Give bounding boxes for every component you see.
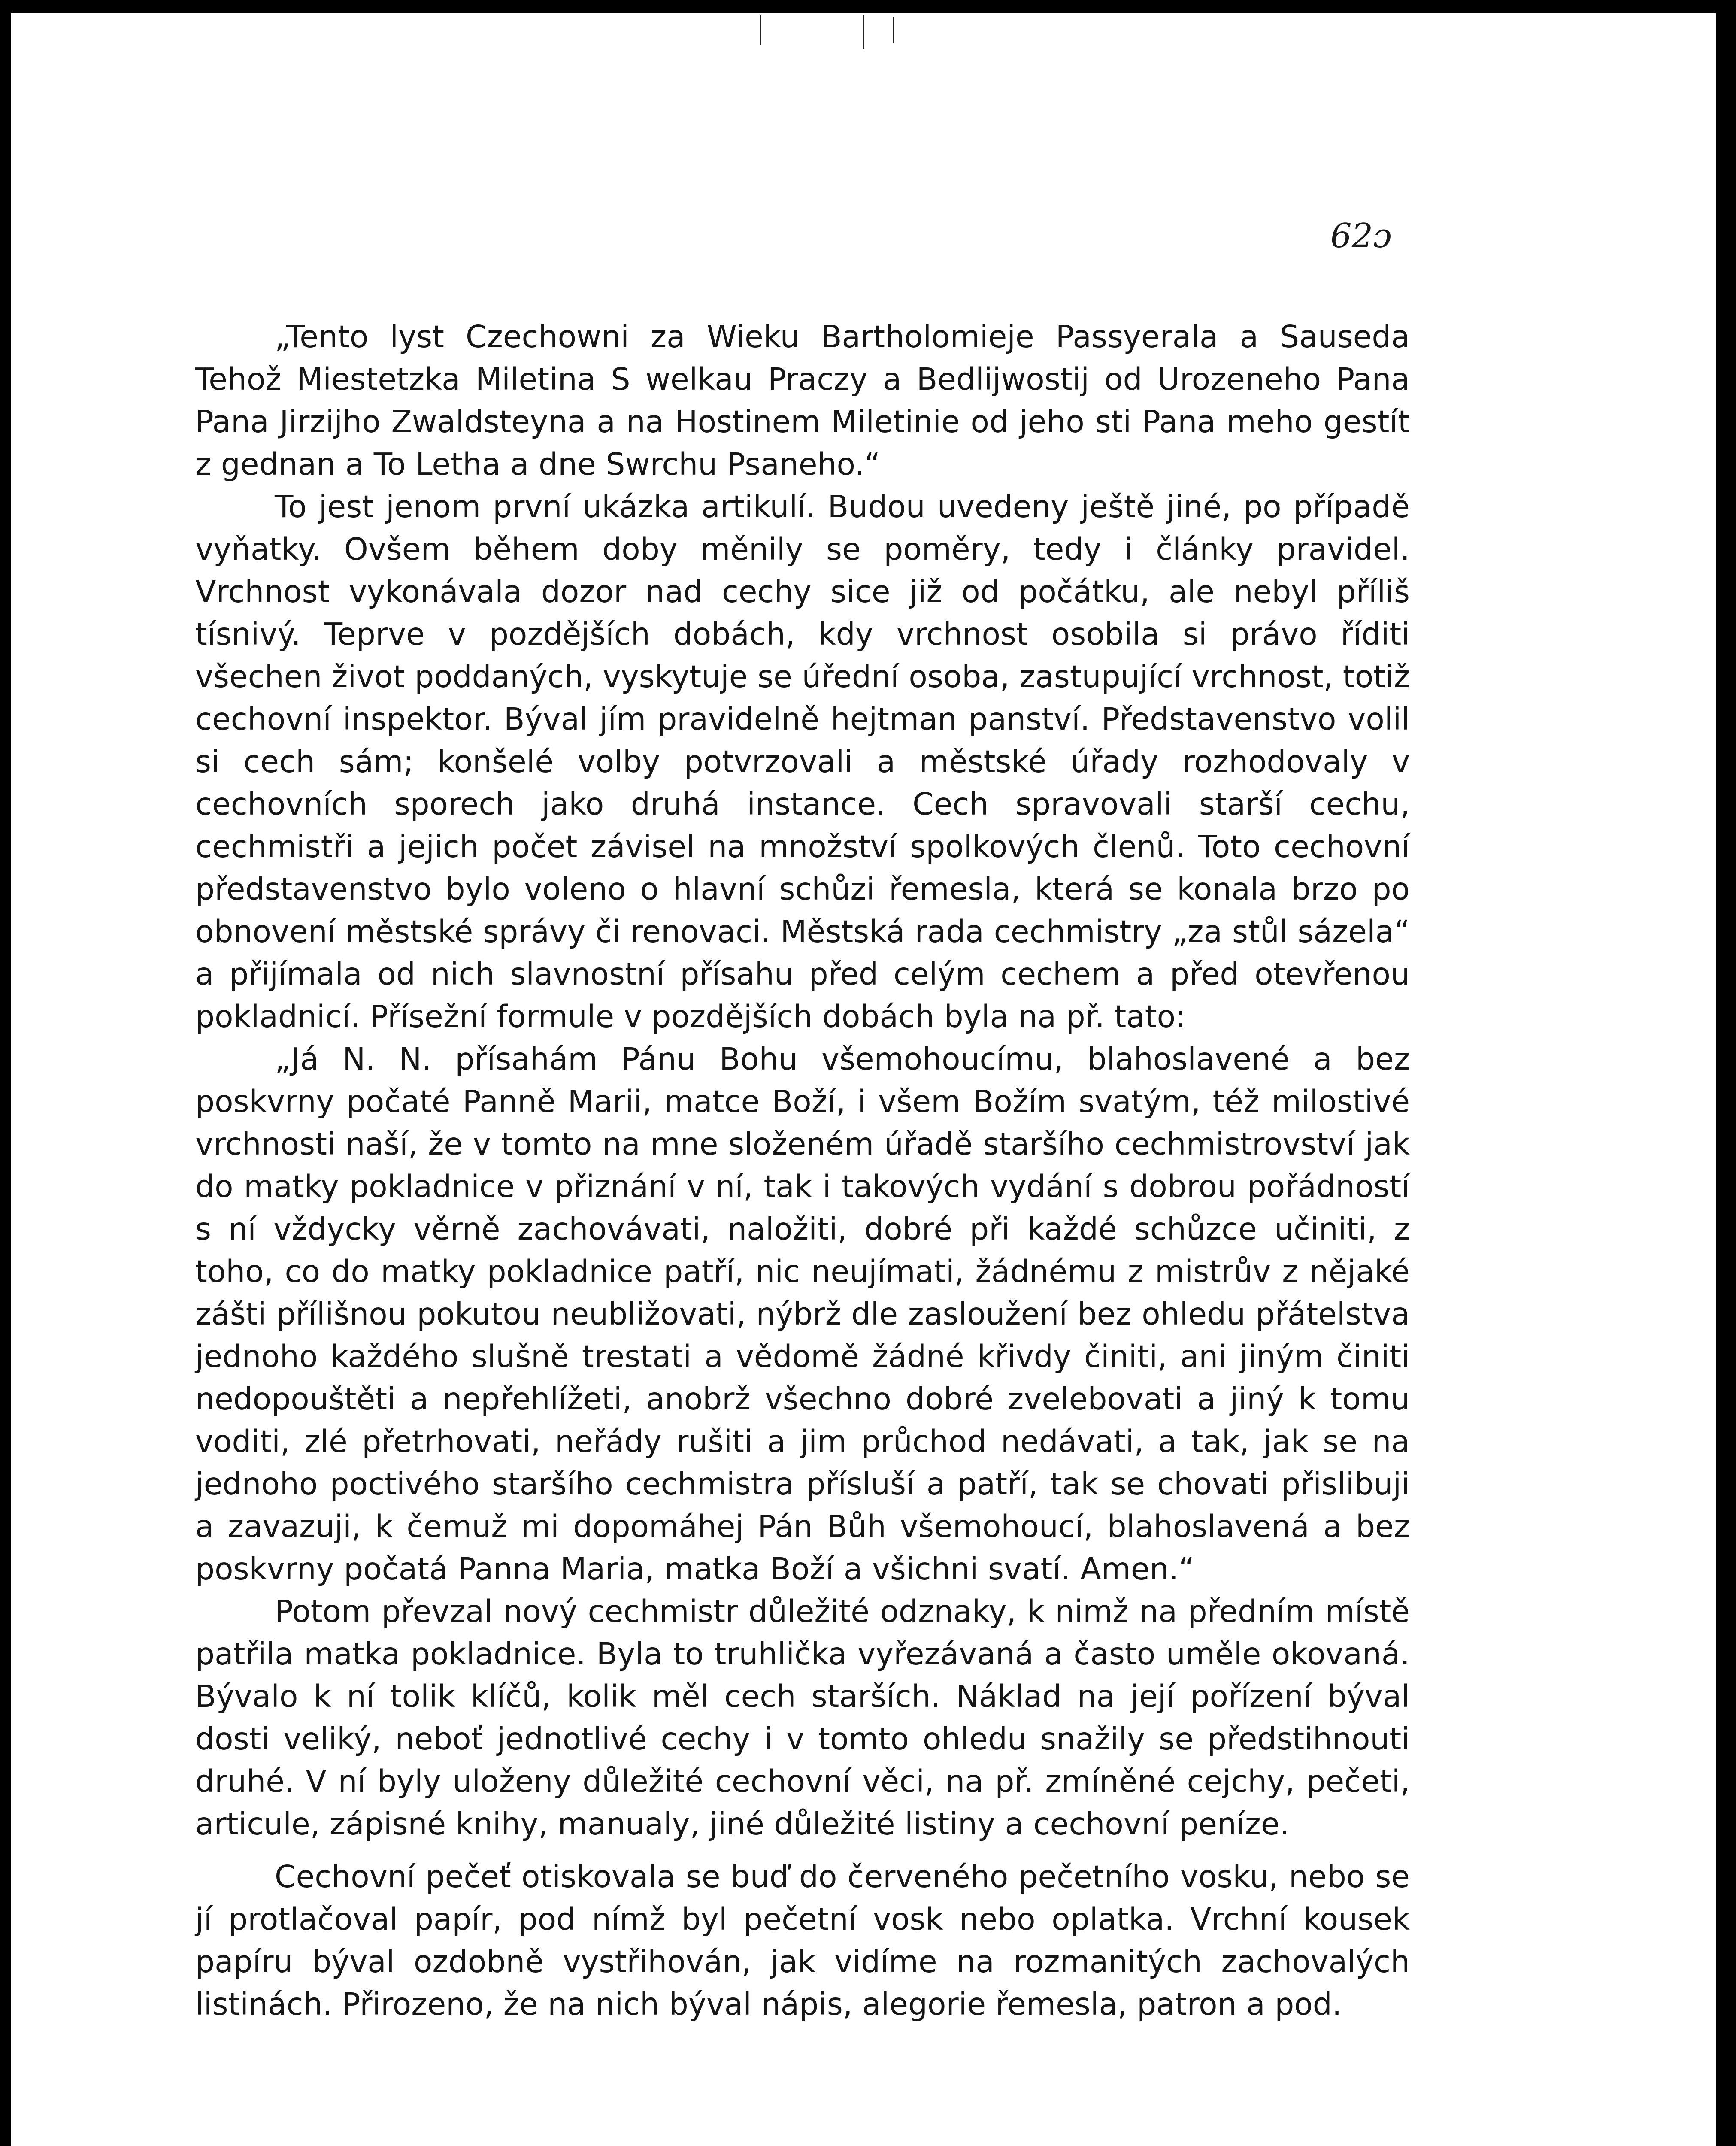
page-number: 62ɔ — [1330, 217, 1392, 255]
paragraph-guild-administration: To jest jenom první ukázka artikulí. Budou uvedeny ještě jiné, po případě vyňatky. Ovšem během doby měnily se poměry, tedy i články pravidel. Vrchnost vykonávala dozor nad cechy sice již od počátku, ale nebyl příliš tísnivý. Teprve v pozdějších dobách, kdy vrchnost osobila si právo říditi všechen život poddaných, vyskytuje se úřední osoba, zastupující vrchnost, totiž cechovní inspektor. Býval jím pravidelně hejtman panství. Představenstvo volil si cech sám; konšelé volby potvrzovali a městské úřady rozhodovaly v cechovních sporech jako druhá instance. Cech spravovali starší cechu, cechmistři a jejich počet závisel na množství spolkových členů. Toto cechovní představenstvo bylo voleno o hlavní schůzi řemesla, která se konala brzo po obnovení městské správy či renovaci. Městská rada cechmistry „za stůl sázela“ a přijímala od nich slavnostní přísahu před celým cechem a před otevřenou pokladnicí. Přísežní formule v pozdějších dobách byla na př. tato: — [195, 489, 1410, 1034]
scan-border-top — [0, 0, 1736, 13]
scan-artifact-mark — [760, 15, 761, 45]
scan-artifact-mark — [863, 15, 864, 49]
paragraph-guild-seal: Cechovní pečeť otiskovala se buď do červeného pečetního vosku, nebo se jí protlačoval papír, pod nímž byl pečetní vosk nebo oplatka. Vrchní kousek papíru býval ozdobně vystřihován, jak vidíme na rozmanitých zachovalých listinách. Přirozeno, že na nich býval nápis, alegorie řemesla, patron a pod. — [195, 1859, 1410, 2022]
scan-border-left — [0, 0, 11, 2146]
paragraph-oath-formula: „Já N. N. přísahám Pánu Bohu všemohoucímu, blahoslavené a bez poskvrny počaté Panně Marii, matce Boží, i všem Božím svatým, též milostivé vrchnosti naší, že v tomto na mne složeném úřadě staršího cechmistrovství jak do matky pokladnice v přiznání v ní, tak i takových vydání s dobrou pořádností s ní vždycky věrně zachovávati, naložiti, dobré při každé schůzce učiniti, z toho, co do matky pokladnice patří, nic neujímati, žádnému z mistrův z nějaké zášti přílišnou pokutou neubližovati, nýbrž dle zasloužení bez ohledu přátelstva jednoho každého slušně trestati a vědomě žádné křivdy činiti, ani jiným činiti nedopouštěti a nepřehlížeti, anobrž všechno dobré zvelebovati a jiný k tomu voditi, zlé přetrhovati, neřády rušiti a jim průchod nedávati, a tak, jak se na jednoho poctivého staršího cechmistra přísluší a patří, tak se chovati přislibuji a zavazuji, k čemuž mi dopomáhej Pán Bůh všemohoucí, blahoslavená a bez poskvrny počatá Panna Maria, matka Boží a všichni svatí. Amen.“ — [195, 1041, 1410, 1587]
scan-border-right — [1716, 0, 1736, 2146]
body-text — [195, 315, 1410, 2025]
paragraph-treasury-chest: Potom převzal nový cechmistr důležité odznaky, k nimž na předním místě patřila matka pokladnice. Byla to truhlička vyřezávaná a často uměle okovaná. Bývalo k ní tolik klíčů, kolik měl cech starších. Náklad na její pořízení býval dosti veliký, neboť jednotlivé cechy i v tomto ohledu snažily se předstihnouti druhé. V ní byly uloženy důležité cechovní věci, na př. zmíněné cejchy, pečeti, articule, zápisné knihy, manualy, jiné důležité listiny a cechovní peníze. — [195, 1594, 1410, 1842]
scan-artifact-mark — [893, 17, 894, 43]
paragraph-quote-charter: „Tento lyst Czechowni za Wieku Bartholomieje Passyerala a Sauseda Tehož Miestetzka Miletina S welkau Praczy a Bedlijwostij od Urozeneho Pana Pana Jirzijho Zwaldsteyna a na Hostinem Miletinie od jeho sti Pana meho gestít z gednan a To Letha a dne Swrchu Psaneho.“ — [195, 319, 1410, 482]
